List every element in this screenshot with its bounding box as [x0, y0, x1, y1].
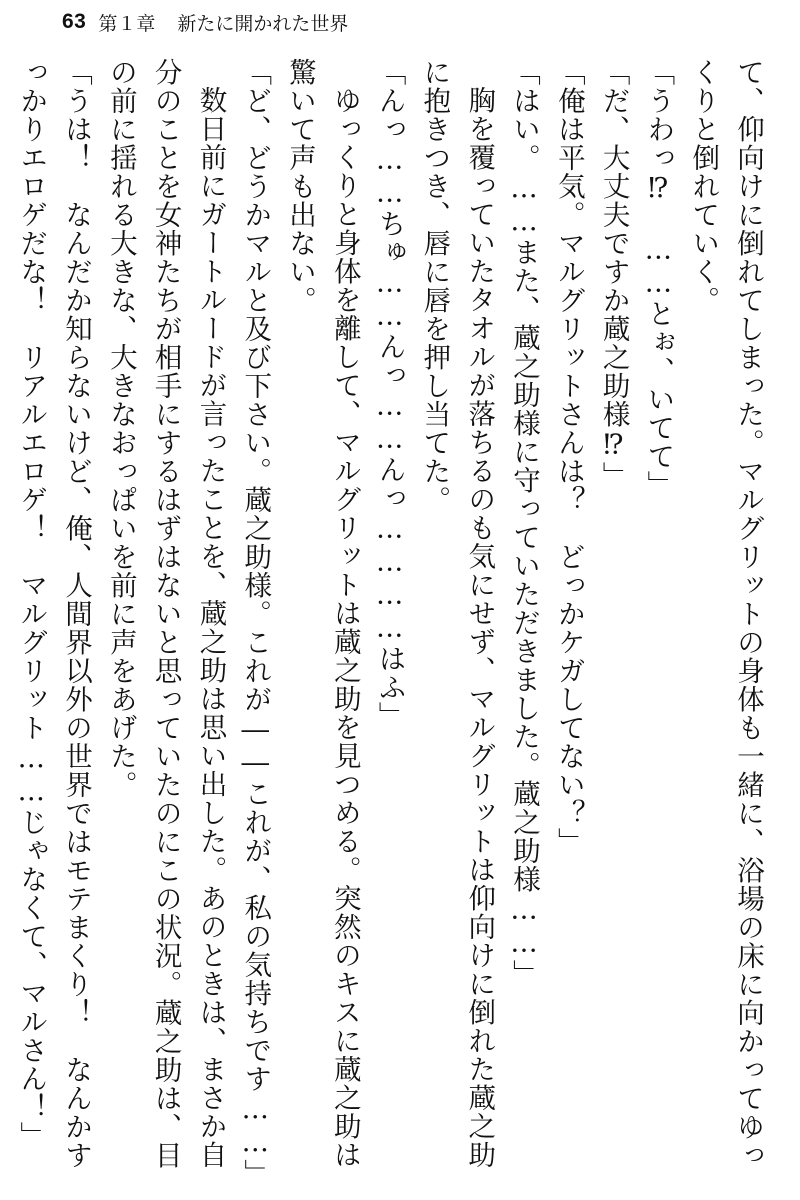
vertical-body-text	[15, 58, 770, 1188]
paragraph-9: 「ど、どうかマルと及び下さい。蔵之助様。これが――これが、私の気持ちです……」	[239, 58, 272, 1188]
paragraph-3: 「だ、大丈夫ですか蔵之助様⁉」	[597, 58, 630, 490]
chapter-label: 第１章	[98, 12, 156, 35]
paragraph-7: 「んっ……ちゅ……んっ……んっ…………はふ」	[373, 58, 406, 730]
paragraph-2: 「うわっ⁉ ……とぉ、いてて」	[642, 58, 675, 499]
paragraph-4: 「俺は平気。マルグリットさんは？ どっかケガしてない？」	[552, 58, 585, 856]
paragraph-8: ゆっくりと身体を離して、マルグリットは蔵之助を見つめる。突然のキスに蔵之助は驚いて声も出ない。	[284, 58, 361, 1169]
paragraph-10: 数日前にガートルードが言ったことを、蔵之助は思い出した。あのときは、まさか自分のことを女神たちが相手にするはずはないと思っていたのにこの状況。蔵之助は、目の前に揺れる大きな、大きなおっぱいを前に声をあげた。	[104, 58, 227, 1170]
paragraph-1: て、仰向けに倒れてしまった。マルグリットの身体も一緒に、浴場の床に向かってゆっくりと倒れていく。	[687, 58, 764, 1170]
paragraph-5: 「はい。……また、蔵之助様に守っていただきました。蔵之助様……」	[508, 58, 541, 988]
page-number: 63	[62, 10, 87, 33]
paragraph-11: 「うは！ なんだか知らないけど、俺、人間界以外の世界ではモテまくり！ なんかすっかりエロゲだな！ リアルエロゲ！ マルグリット……じゃなくて、マルさん！」	[15, 58, 93, 1170]
paragraph-6: 胸を覆っていたタオルが落ちるのも気にせず、マルグリットは仰向けに倒れた蔵之助に抱きつき、唇に唇を押し当てた。	[418, 58, 496, 1169]
running-header	[62, 6, 348, 38]
chapter-title: 新たに開かれた世界	[177, 12, 349, 35]
